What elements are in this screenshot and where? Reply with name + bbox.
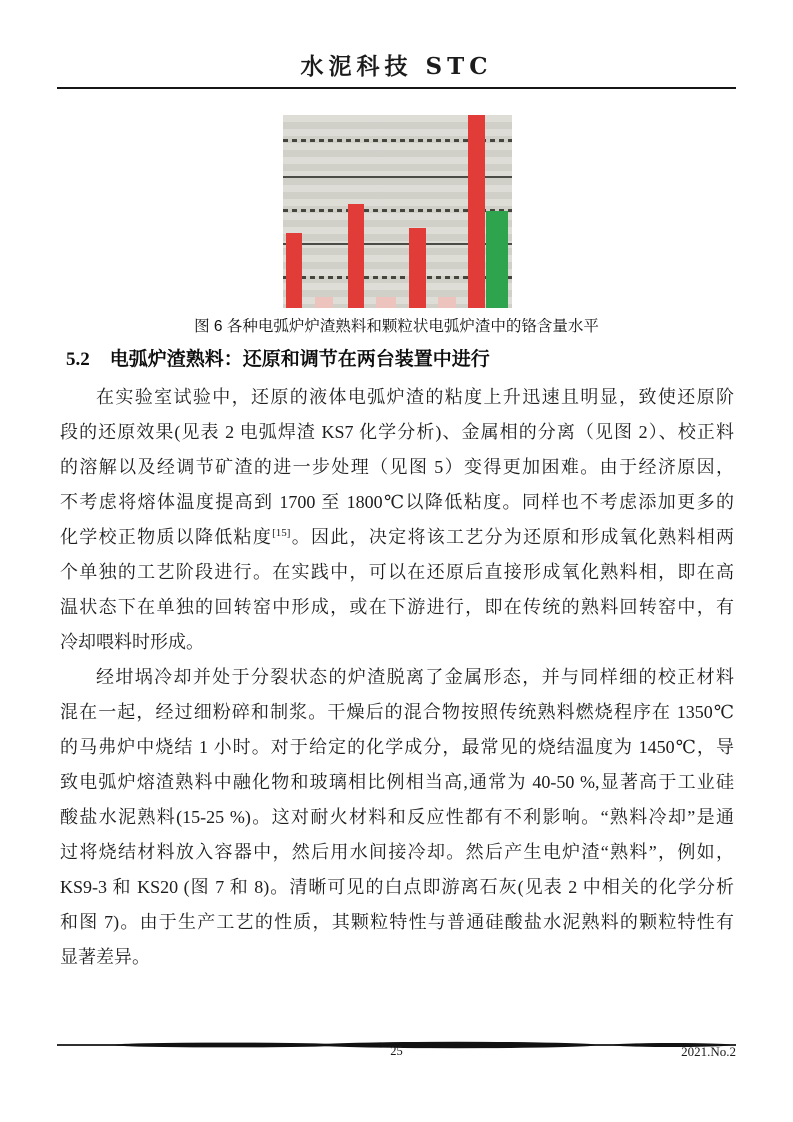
paragraph1-line: 温状态下在单独的回转窑中形成，或在下游进行，即在传统的熟料回转窑中，有 bbox=[60, 597, 734, 617]
paragraph1-line: 不考虑将熔体温度提高到 1700 至 1800℃以降低粘度。同样也不考虑添加更多的 bbox=[60, 492, 734, 512]
footer-page-number: 25 bbox=[390, 1044, 403, 1058]
paragraph2-line: 致电弧炉熔渣熟料中融化物和玻璃相比例相当高,通常为 40-50 %,显著高于工业硅 bbox=[60, 772, 734, 792]
figure-caption: 图 6 各种电弧炉炉渣熟料和颗粒状电弧炉渣中的铬含量水平 bbox=[194, 318, 599, 335]
paragraph1-line bbox=[60, 520, 734, 555]
paragraph2-line: 的马弗炉中烧结 1 小时。对于给定的化学成分，最常见的烧结温度为 1450℃，导 bbox=[60, 737, 734, 757]
paragraph2-line: 经坩埚冷却并处于分裂状态的炉渣脱离了金属形态，并与同样细的校正材料 bbox=[96, 667, 734, 687]
chart-bar-pink bbox=[376, 297, 396, 308]
footer-rule bbox=[57, 1036, 736, 1044]
chart-bar-red bbox=[348, 204, 364, 308]
figure-chart-area bbox=[283, 115, 512, 308]
paragraph1-line: 冷却喂料时形成。 bbox=[60, 632, 204, 652]
section-number: 5.2 bbox=[66, 349, 90, 370]
paragraph1-line: 段的还原效果(见表 2 电弧焊渣 KS7 化学分析)、金属相的分离（见图 2）、校正料 bbox=[60, 422, 734, 442]
paragraph2-line: KS9-3 和 KS20 (图 7 和 8)。清晰可见的白点即游离石灰(见表 2 中相关的化学分析 bbox=[60, 877, 734, 897]
section-heading bbox=[66, 344, 490, 371]
paragraph2-line: 过将烧结材料放入容器中，然后用水间接冷却。然后产生电炉渣“熟料”，例如， bbox=[60, 842, 734, 862]
body-text bbox=[60, 380, 734, 975]
footer-issue: 2021.No.2 bbox=[681, 1044, 736, 1059]
journal-title: 水泥科技 STC bbox=[300, 53, 493, 80]
chart-bar-green bbox=[486, 211, 508, 308]
citation-ref-15: [15] bbox=[272, 527, 291, 539]
paragraph1-line: 个单独的工艺阶段进行。在实践中，可以在还原后直接形成氧化熟料相，即在高 bbox=[60, 562, 734, 582]
paragraph2-line: 和图 7)。由于生产工艺的性质，其颗粒特性与普通硅酸盐水泥熟料的颗粒特性有 bbox=[60, 912, 734, 932]
chart-bar-pink bbox=[438, 297, 456, 308]
paragraph1-line5-post: 。因此，决定将该工艺分为还原和形成氧化熟料相两 bbox=[290, 527, 734, 547]
paragraph2-line: 显著差异。 bbox=[60, 947, 150, 967]
paragraph1-line: 的溶解以及经调节矿渣的进一步处理（见图 5）变得更加困难。由于经济原因， bbox=[60, 457, 734, 477]
paragraph1-line5-pre: 化学校正物质以降低粘度 bbox=[60, 527, 273, 547]
chart-bar-red bbox=[286, 233, 302, 308]
header-rule bbox=[57, 87, 736, 89]
section-title: 电弧炉渣熟料：还原和调节在两台装置中进行 bbox=[109, 349, 490, 370]
paragraph1-line: 在实验室试验中，还原的液体电弧炉渣的粘度上升迅速且明显，致使还原阶 bbox=[96, 387, 734, 407]
paragraph2-line: 混在一起，经过细粉碎和制浆。干燥后的混合物按照传统熟料燃烧程序在 1350℃ bbox=[60, 702, 734, 722]
paragraph2-line: 酸盐水泥熟料(15-25 %)。这对耐火材料和反应性都有不利影响。“熟料冷却”是通 bbox=[60, 807, 734, 827]
chart-bar-red bbox=[468, 115, 485, 308]
chart-bar-pink bbox=[315, 297, 333, 308]
chart-bar-red bbox=[409, 228, 426, 308]
